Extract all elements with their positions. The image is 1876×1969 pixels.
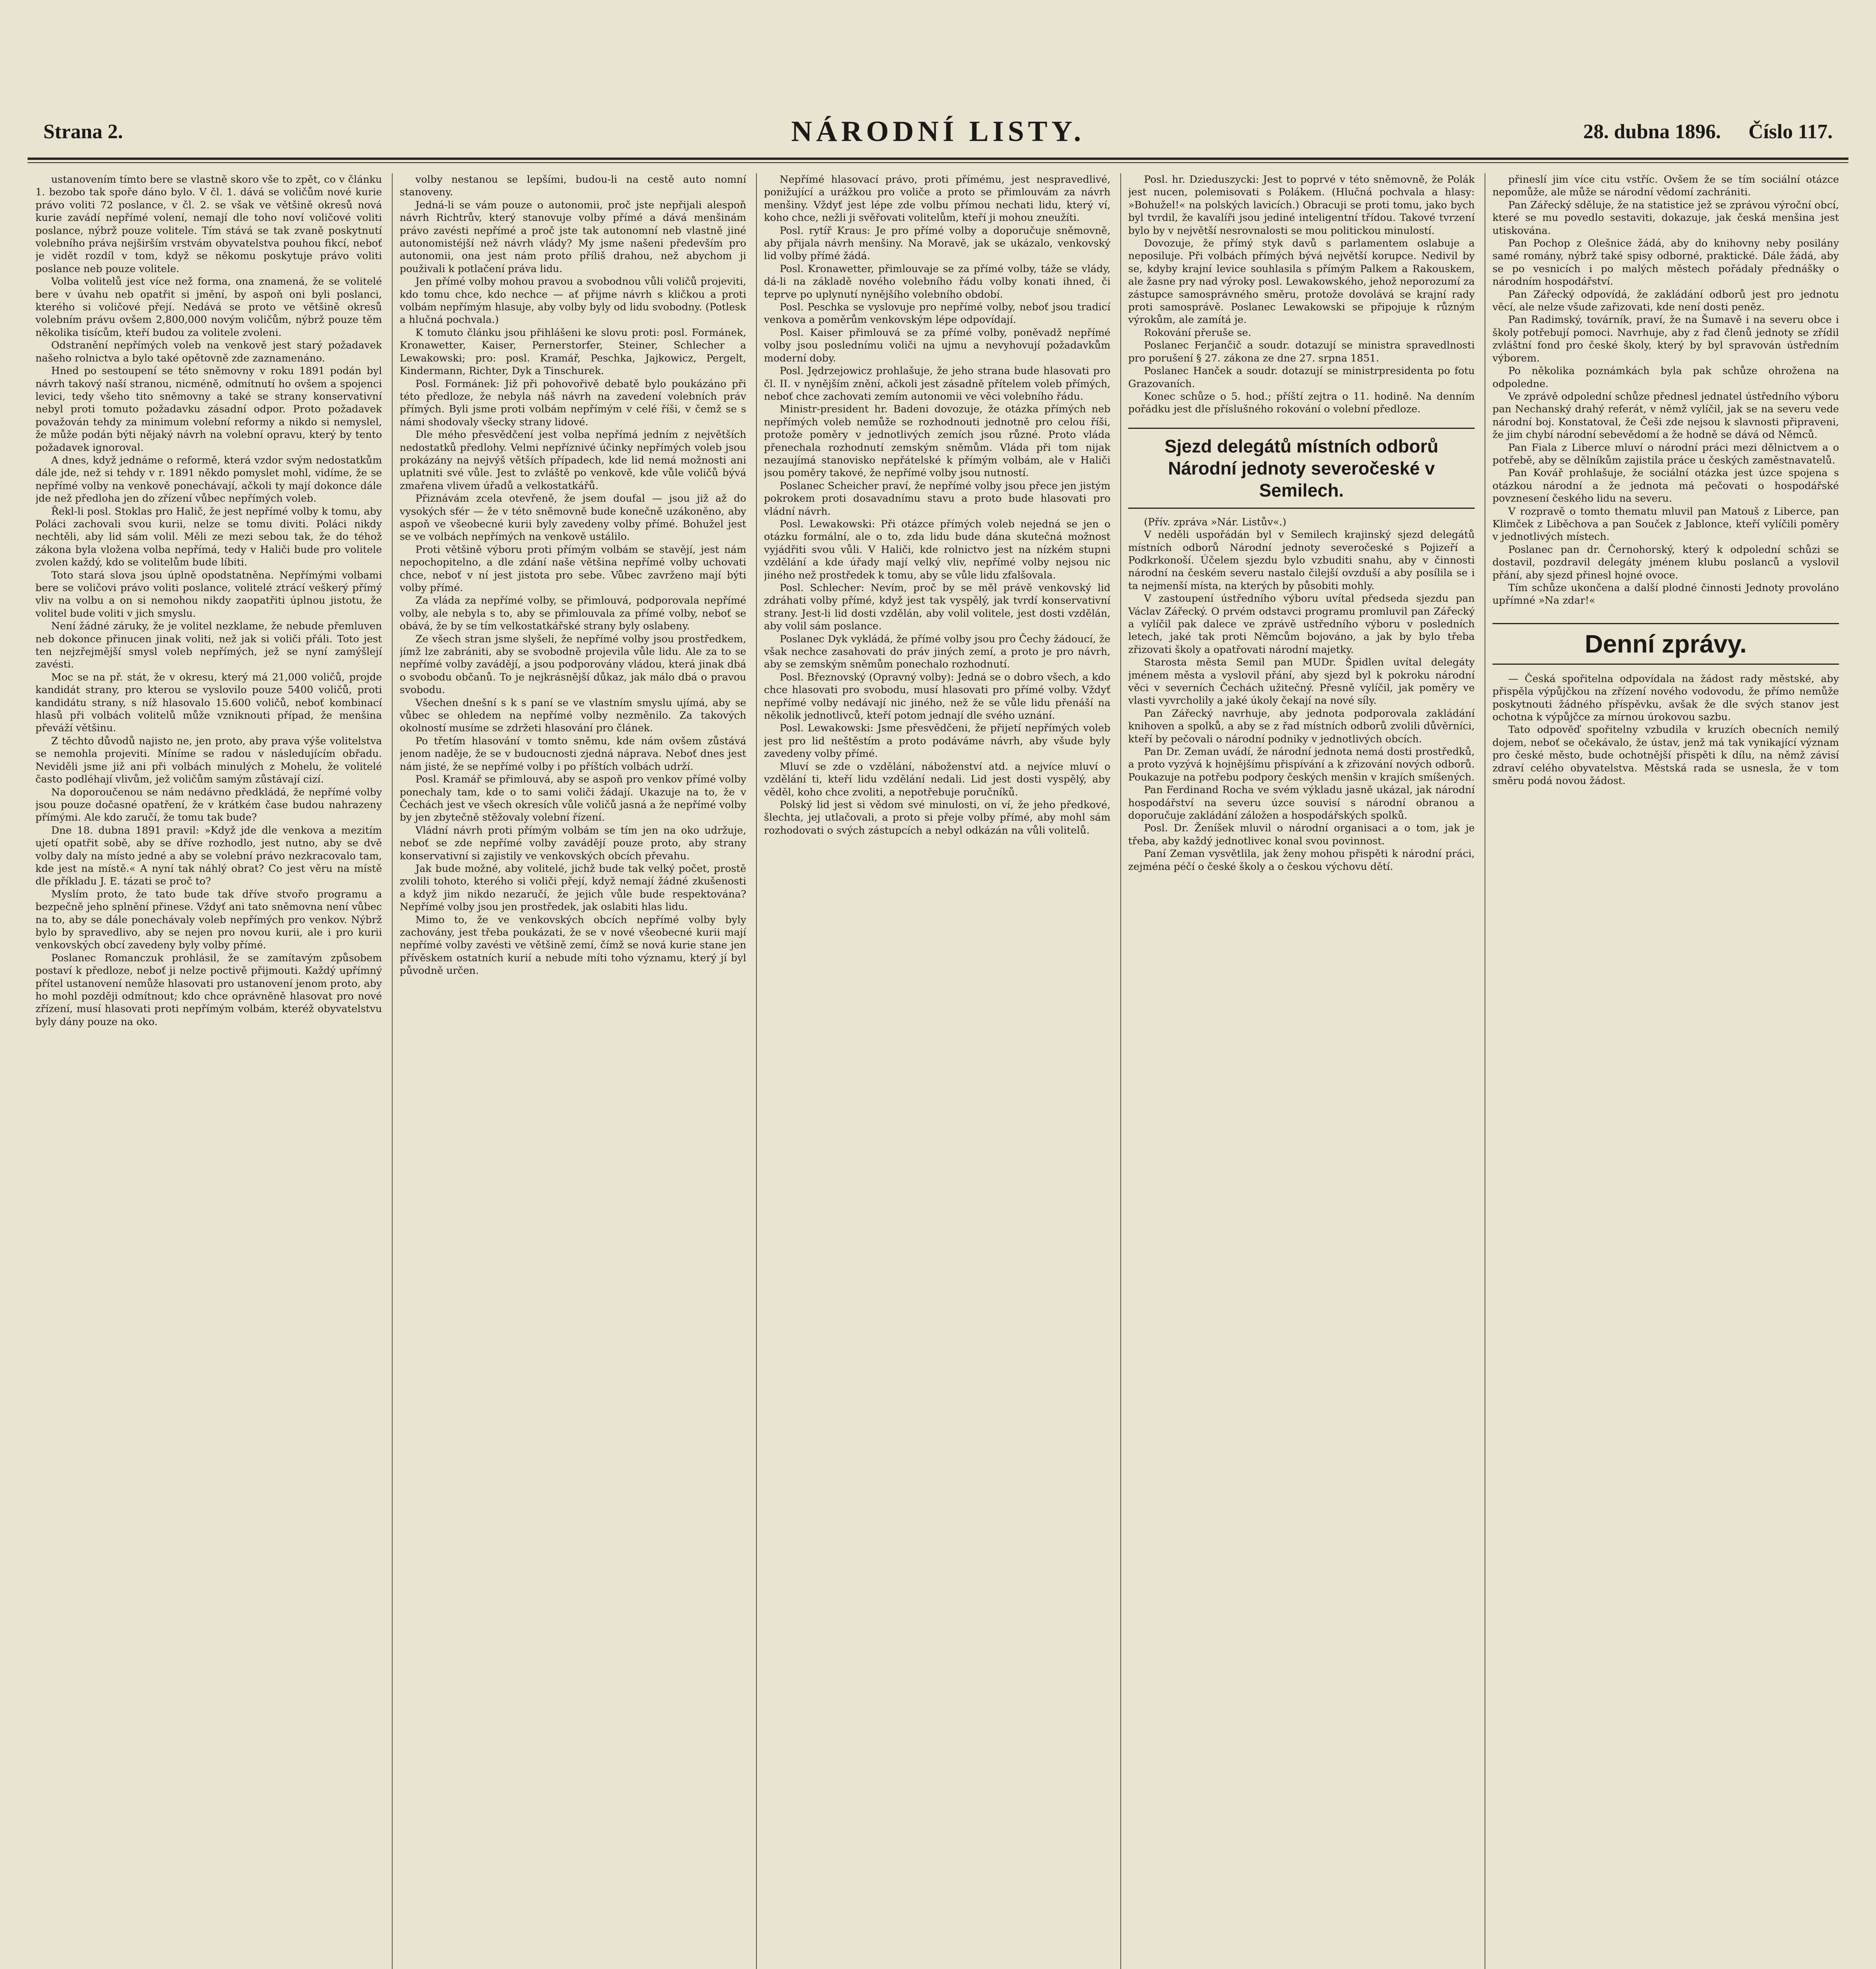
sjezd-heading: Sjezd delegátů místních odborů Národní jednoty severočeské v Semilech.: [1128, 428, 1475, 509]
article-paragraph: Posl. Lewakowski: Jsme přesvědčeni, že přijetí nepřímých voleb jest pro lid neštěstím a proto podáváme návrh, aby všude byly zavedeny volby přímé.: [764, 722, 1110, 760]
article-paragraph: ustanovením tímto bere se vlastně skoro vše to zpět, co v článku 1. bezobo tak spoře dáno bylo. V čl. 1. dává se voličům nové kurie právo voliti 72 poslance, v čl. 2. se však ve většině okresů nová kurie zavádí nepřímé volení, nemají dle toho noví voličové voliti poslance, nýbrž pouze volitele. Tím stává se tak zvaně poskytnutí volebního práva nejširším vrstvám obyvatelstva pouhou fikcí, neboť je vidět rozdíl v tom, když se někomu poskytuje právo voliti poslance neb pouze volitele.: [35, 174, 382, 275]
article-paragraph: Poslanec Romanczuk prohlásil, že se zamítavým způsobem postaví k předloze, neboť ji nelze poctivě přijmouti. Každý upřímný přítel ustanovení nemůže hlasovati pro ustanovení jenom proto, aby ho mohl později odmítnout; kdo chce oprávněně hlasovat pro nové zřízení, musí hlasovati proti nepřímým volbám, kteréž obyvatelstvu byly dány pouze na oko.: [35, 952, 382, 1028]
article-paragraph: Polský lid jest si vědom své minulosti, on ví, že jeho předkové, šlechta, jej utlačovali, a proto si přeje volby přímé, aby mohl sám rozhodovati o svých zástupcích a nebyl odkázán na vůli volitelů.: [764, 799, 1110, 836]
article-paragraph: Po několika poznámkách byla pak schůze ohrožena na odpoledne.: [1492, 365, 1839, 390]
article-paragraph: Posl. Kramář se přimlouvá, aby se aspoň pro venkov přímé volby ponechaly tam, kde o to sami voliči žádají. Ukazuje na to, že v Čechách jest ve všech okresích vůle voličů jasná a že nepřímé volby by jen zbytečně stěžovaly volební řízení.: [400, 773, 746, 824]
article-paragraph: Ze všech stran jsme slyšeli, že nepřímé volby jsou prostředkem, jímž lze zabrániti, aby se svobodně projevila vůle lidu. Ale za to se nepřímé volby zavádějí, a jsou podporovány vládou, která jinak dbá o svobodu občanů. To je nejkrásnější důkaz, jak málo dbá o pravou svobodu.: [400, 633, 746, 696]
issue-date: 28. dubna 1896.: [1583, 121, 1721, 143]
article-paragraph: Rokování přeruše se.: [1144, 326, 1251, 339]
article-paragraph: Pan Zářecký sděluje, že na statistice jež se zprávou výroční obcí, které se mu povedlo sestaviti, dokazuje, jak česká menšina jest utiskována.: [1492, 199, 1839, 237]
article-paragraph: Jedná-li se vám pouze o autonomii, proč jste nepřijali alespoň návrh Richtrův, který stanovuje volby přímé a dává menšinám právo zavésti nepřímé a proč jste tak autonomní neb vlastně jiné autonomistéjší než návrh vlády? My jsme našeni především pro autonomii, ona jest nám proto příliš drahou, než abychom ji použivali k potlačení práva lidu.: [400, 199, 746, 275]
article-paragraph: Na doporoučenou se nám nedávno předkládá, že nepřímé volby jsou pouze dočasné opatření, že v krátkém čase budou nahrazeny přímými. Ale kdo zaručí, že tomu tak bude?: [35, 786, 382, 824]
article-paragraph: Vládní návrh proti přímým volbám se tím jen na oko udržuje, neboť se zde nepřímé volby zavádějí pouze proto, aby strany konservativní si zajistily ve venkovských obcích převahu.: [400, 824, 746, 862]
article-paragraph: Nepřímé hlasovací právo, proti přímému, jest nespravedlivé, ponižující a urážkou pro voliče a proto se přimlouvám za návrh menšiny. Vždyť jest lépe zde volbu přímou nechati lidu, který ví, koho chce, nežli ji svěřovati volitelům, kteří ji mohou zneužíti.: [764, 174, 1110, 224]
article-paragraph: Za vláda za nepřímé volby, se přimlouvá, podporovala nepřímé volby, ale nebyla s to, aby se přimlouvala za přímé volby, neboť se obává, že by se tím velkostatkářské strany byly oslabeny.: [400, 595, 746, 632]
article-paragraph: Poslanec Ferjančič a soudr. dotazují se ministra spravedlnosti pro porušení § 27. zákona ze dne 27. srpna 1851.: [1128, 339, 1475, 364]
article-paragraph: Posl. Kronawetter, přimlouvaje se za přímé volby, táže se vlády, dá-li na základě nového volebního řádu volby konati ihned, či teprve po uplynutí nynějšího volebního období.: [764, 263, 1110, 300]
article-paragraph: Jen přímé volby mohou pravou a svobodnou vůli voličů projeviti, kdo tomu chce, kdo nechce — ať přijme návrh s kličkou a proti volbám nepřímým hlasuje, aby volby byly od lidu svobodny. (Potlesk a hlučná pochvala.): [400, 276, 746, 326]
article-paragraph: Všechen dnešní s k s paní se ve vlastním smyslu ujímá, aby se vůbec se ohledem na nepřímé volby nezměnilo. Za takových okolností musíme se zdržeti hlasování pro článek.: [400, 697, 746, 734]
column-divider: [756, 173, 757, 1969]
article-paragraph: A dnes, když jednáme o reformě, která vzdor svým nedostatkům dále jde, než si tehdy v r. 1891 někdo pomyslet mohl, vidíme, že se nepřímé volby na venkově ponechávají, ačkoli ty mají dokonce dále jde než předloha jen do zřízení vůbec nepřímých voleb.: [35, 454, 382, 505]
article-paragraph: Posl. Formánek: Již při pohovořivě debatě bylo poukázáno při této předloze, že nebyla náš návrh na zavedení volebních práv přímých. Byli jsme proti volbám nepřímým v celé říši, v čemž se s námi shodovaly všecky strany lidové.: [400, 378, 746, 428]
article-paragraph: Pan Dr. Zeman uvádí, že národní jednota nemá dosti prostředků, a proto vyzývá k hojnějšímu přispívání a k zřizování nových odborů. Poukazuje na potřebu podpory českých menšin v krajích smíšených.: [1128, 746, 1475, 783]
header-rule-thin: [28, 162, 1848, 163]
article-paragraph: Posl. Březnovský (Opravný volby): Jedná se o dobro všech, a kdo chce hlasovati pro svobodu, musí hlasovati pro přímé volby. Vždyť nepřímé volby nedávají nic jiného, než že se vůle lidu přenáší na několik jednotlivců, kteří potom jednají dle svého uznání.: [764, 671, 1110, 722]
article-paragraph: V neděli uspořádán byl v Semilech krajinský sjezd delegátů místních odborů Národní jednoty severočeské s Pojizeří a Podkrkonoší. Účelem sjezdu bylo vzbuditi snahu, aby v činnosti národní na českém severu nastalo čilejší ovzduší a aby posílila se i ta nejmenší místa, na kterých by působiti mohly.: [1128, 529, 1475, 592]
article-paragraph: Posl. Dr. Ženíšek mluvil o národní organisaci a o tom, jak je třeba, aby každý jednotlivec konal svou povinnost.: [1128, 822, 1475, 847]
article-paragraph: Pan Kovář prohlašuje, že sociální otázka jest úzce spojena s otázkou národní a že jednota má pečovati o hospodářské povznesení českého lidu na severu.: [1492, 467, 1839, 505]
article-paragraph: volby nestanou se lepšími, budou-li na cestě auto nomní stanoveny.: [400, 174, 746, 198]
article-paragraph: Poslanec Hanček a soudr. dotazují se ministrpresidenta po fotu Grazovaních.: [1128, 365, 1475, 390]
article-paragraph: Posl. rytíř Kraus: Je pro přímé volby a doporučuje sněmovně, aby přijala návrh menšiny. Na Moravě, jak se ukázalo, venkovský lid volby přímé žádá.: [764, 224, 1110, 262]
article-paragraph: Mimo to, že ve venkovských obcích nepřímé volby byly zachovány, jest třeba poukázati, že se v nové všeobecné kurii mají nepřímé volby zavésti ve většině zemí, čímž se nová kurie stane jen přívěskem ostatních kurií a nebude míti toho významu, který jí byl původně určen.: [400, 914, 746, 977]
article-paragraph: Přiznávám zcela otevřeně, že jsem doufal — jsou již až do vysokých sfér — že v této sněmovně bude konečně uzákoněno, aby aspoň ve všeobecné kurii byly zavedeny volby přímé. Bohužel jest se ve volbách nepřímých na venkově ustálilo.: [400, 493, 746, 543]
column-1: [35, 173, 382, 1969]
denni-zpravy-heading: Denní zprávy.: [1492, 623, 1839, 665]
column-divider: [1120, 173, 1121, 1969]
article-paragraph: přineslí jim více citu vstříc. Ovšem že se tím sociální otázce nepomůže, ale může se národní vědomí zachrániti.: [1492, 174, 1839, 198]
article-paragraph: Poslanec pan dr. Černohorský, který k odpolední schůzi se dostavil, pozdravil delegáty jménem klubu poslanců a vyslovil přání, aby sjezd přinesl hojné ovoce.: [1492, 543, 1839, 581]
article-paragraph: Pan Zářecký odpovídá, že zakládání odborů jest pro jednotu věcí, ale nelze všude zařizovati, kde není dosti peněz.: [1492, 288, 1839, 313]
article-paragraph: Pan Zářecký navrhuje, aby jednota podporovala zakládání knihoven a spolků, a aby se z řad místních odborů zvolili důvěrníci, kteří by pečovali o národní podniky v jednotlivých obcích.: [1128, 707, 1475, 745]
page-number: Strana 2.: [43, 121, 123, 143]
article-paragraph: Po třetím hlasování v tomto sněmu, kde nám ovšem zůstává jenom naděje, že se v budoucnosti zjedná náprava. Neboť dnes jest nám jisté, že se nepřímé volby i po příštích volbách udrží.: [400, 735, 746, 773]
article-paragraph: Pan Fiala z Liberce mluví o národní práci mezi dělnictvem a o potřebě, aby se dělníkům zajistila práce u českých zaměstnavatelů.: [1492, 441, 1839, 466]
article-paragraph: Tím schůze ukončena a další plodné činnosti Jednoty provoláno upřímné »Na zdar!«: [1492, 582, 1839, 607]
article-paragraph: Starosta města Semil pan MUDr. Špidlen uvítal delegáty jménem města a vyslovil přání, aby sjezd byl k pokroku národní věci v severních Čechách užitečný. Přesně vylíčil, jak poměry ve vlasti vyvrcholily a jaké úkoly čekají na nové síly.: [1128, 656, 1475, 707]
header-meta: [1583, 120, 1833, 143]
column-divider: [392, 173, 393, 1969]
article-paragraph: Dle mého přesvědčení jest volba nepřímá jedním z největších nedostatků předlohy. Velmi nepříznivé účinky nepřímých voleb jsou prokázány na nejvýš větších případech, kde lid nemá možnosti ani uplatniti své vůle. Jest to zvláště po venkově, kde vůle voličů bývá zmařena vlivem úřadů a velkostatkářů.: [400, 429, 746, 492]
article-paragraph: V zastoupení ústředního výboru uvítal předseda sjezdu pan Václav Zářecký. O prvém odstavci programu promluvil pan Zářecký a vylíčil pak dalece ve zprávě ustředního výboru v posledních letech, jaké tak proti Němcům bojováno, a jak by bylo třeba zřizovati školy a opatřovati národní majetky.: [1128, 593, 1475, 656]
article-paragraph: Posl. Schlecher: Nevím, proč by se měl právě venkovský lid zdráhati volby přímé, když jest tak vyspělý, jak tvrdí konservativní strany. Jest-li lid dosti vzdělán, aby volil volitele, jest dosti vzdělán, aby volil sám poslance.: [764, 582, 1110, 632]
article-paragraph: Pan Radimský, továrník, praví, že na Šumavě i na severu obce i školy potřebují pomoci. Navrhuje, aby z řad členů jednoty se zřídil zvláštní fond pro české školy, který by byl spravován ústředním výborem.: [1492, 314, 1839, 364]
article-paragraph: V rozpravě o tomto thematu mluvil pan Matouš z Liberce, pan Klimček z Liběchova a pan Souček z Jablonce, kteří vylíčili poměry v jednotlivých místech.: [1492, 505, 1839, 543]
article-paragraph: Dovozuje, že přímý styk davů s parlamentem oslabuje a neposiluje. Při volbách přímých bývá největší korupce. Nedivil by se, kdyby krajní levice souhlasila s přímým Palkem a Rakouskem, ale žasne pry nad výroky posl. Lewakowského, jehož neporozumí za zástupce samosprávného směru, protože dovolává se krajní rady proti samosprávě. Poslanec Lewakowski se připojuje k různým výrokům, ale zamítá je.: [1128, 237, 1475, 326]
article-paragraph: Posl. Lewakowski: Při otázce přímých voleb nejedná se jen o otázku formální, ale o to, zda lidu bude dána skutečná možnost vyjádřiti svou vůli. V Haliči, kde rolnictvo jest na nízkém stupni vzdělání a kde úřady mají velký vliv, nepřímé volby nejsou nic jiného než prostředek k tomu, aby se vůle lidu zfalšovala.: [764, 518, 1110, 581]
article-paragraph: Hned po sestoupení se této sněmovny v roku 1891 podán byl návrh takový naší stranou, nicméně, odmítnutí ho ovšem a spojenci levici, tedy všeho tito sněmovny a také se strany konservativní nebyl proti tomuto požadavku zásadní odpor. Proto požadavek považován tehdy za minimum volební reformy a nikdo si nemyslel, že může podán býti nějaký návrh na volební opravu, který by tento požadavek ignoroval.: [35, 365, 382, 454]
column-2: [400, 173, 746, 1969]
column-5: [1492, 173, 1839, 1969]
header-rule: [28, 158, 1848, 160]
article-paragraph: Konec schůze o 5. hod.; příští zejtra o 11. hodině. Na denním pořádku jest dle příslušného rokování o volební předloze.: [1128, 390, 1475, 415]
article-paragraph: Mluví se zde o vzdělání, náboženství atd. a nejvíce mluví o vzdělání ti, kteří lidu vzdělání nedali. Lid jest dosti vyspělý, aby věděl, koho chce zvoliti, a nepotřebuje poručníků.: [764, 760, 1110, 798]
article-paragraph: Není žádné záruky, že je volitel nezklame, že nebude přemluven neb dokonce přinucen jinak voliti, než jak si voliči přáli. Toto jest ten nejzřejmější smysl voleb nepřímých, jež se nyní zamýšlejí zavésti.: [35, 620, 382, 671]
article-paragraph: Posl. hr. Dzieduszycki: Jest to poprvé v této sněmovně, že Polák jest nucen, polemisovati s Polákem. (Hlučná pochvala a hlasy: »Bohužel!« na polských lavicích.) Obracuji se proti tomu, jako bych byl tvrdil, že kavalíři jsou jediné inteligentní třídou. Takové tvrzení bylo by v největší nesrovnalosti se mou politickou minulostí.: [1128, 174, 1475, 237]
article-paragraph: Posl. Peschka se vyslovuje pro nepřímé volby, neboť jsou tradicí venkova a poměrům venkovským lépe odpovídají.: [764, 301, 1110, 326]
article-paragraph: Volba volitelů jest více než forma, ona znamená, že se volitelé bere v úvahu neb opatřit si jmění, by aspoň oni byli poslanci, kterého si voličové přejí. Nedává se proto ve většině okresů volebním právu ovšem 2,800,000 novým voličům, nýbrž pouze těm několika tisícům, kteří budou za volitele zvoleni.: [35, 276, 382, 339]
article-paragraph: Poslanec Scheicher praví, že nepřímé volby jsou přece jen jistým pokrokem proti dosavadnímu stavu a proto bude hlasovati pro vládní návrh.: [764, 480, 1110, 517]
article-paragraph: Ve zprávě odpolední schůze přednesl jednatel ústředního výboru pan Nechanský drahý referát, v němž vylíčil, jak se na severu vede národní boj. Konstatoval, že Češi zde nejsou k slavnosti připraveni, že jim chybí národní sebevědomí a že hodně se dává od Němců.: [1492, 390, 1839, 441]
article-paragraph: Myslím proto, že tato bude tak dříve stvořo programu a bezpečně jeho splnění přinese. Vždyť ani tato sněmovna není vůbec na to, aby se dále ponechávaly voleb nepřímých pro venkov. Nýbrž bylo by spravedlivo, aby se nejen pro novou kurii, ale i pro kurii venkovských obcí zavedeny byly volby přímé.: [35, 888, 382, 951]
article-paragraph: Posl. Jędrzejowicz prohlašuje, že jeho strana bude hlasovati pro čl. II. v nynějším znění, ačkoli jest zásadně přítelem voleb přímých, neboť chce zachovati zemím autonomii ve věci volebního řádu.: [764, 365, 1110, 402]
article-paragraph: Paní Zeman vysvětlila, jak ženy mohou přispěti k národní práci, zejména péčí o české školy a o českou výchovu dětí.: [1128, 848, 1475, 873]
article-paragraph: Pan Pochop z Olešnice žádá, aby do knihovny neby posilány samé romány, nýbrž také spisy odborné, praktické. Dále žádá, aby se po vesnicích i po malých městech pořádaly přednášky o národním hospodářství.: [1492, 237, 1839, 288]
newspaper-title: NÁRODNÍ LISTY.: [791, 115, 1085, 148]
article-paragraph: (Přív. zpráva »Nár. Listův«.): [1144, 516, 1287, 528]
article-paragraph: Posl. Kaiser přimlouvá se za přímé volby, poněvadž nepřímé volby jsou poslednímu voliči na ujmu a nevyhovují požadavkům moderní doby.: [764, 326, 1110, 364]
article-paragraph: Moc se na př. stát, že v okresu, který má 21,000 voličů, projde kandidát strany, pro kterou se vyslovilo pouze 5400 voličů, proti kandidátu strany, s níž hlasovalo 15.600 voličů, neboť kombinací hlasů při volbách volitelů může vzniknouti případ, že menšina převáží většinu.: [35, 671, 382, 734]
article-paragraph: Odstranění nepřímých voleb na venkově jest starý požadavek našeho rolnictva a bylo také opětovně zde zaznamenáno.: [35, 339, 382, 364]
article-paragraph: Z těchto důvodů najisto ne, jen proto, aby prava výše volitelstva se nemohla projeviti. Míníme se radou v následujícím obřadu. Neviděli jsme již ani při volbách minulých z Mohelu, že volitelé často podléhají vlivům, jež voličům samým zůstávají cizí.: [35, 735, 382, 786]
issue-number: Číslo 117.: [1748, 121, 1833, 143]
article-paragraph: — Česká spořitelna odpovídala na žádost rady městské, aby přispěla výpůjčkou na zřízení nového vodovodu, že přímo nemůže poskytnouti žádného příspěvku, avšak že dle svých stanov jest ochotna k výpůjčce za mírnou úrokovou sazbu.: [1492, 673, 1839, 723]
article-paragraph: Řekl-li posl. Stoklas pro Halič, že jest nepřímé volby k tomu, aby Poláci zachovali svou kurii, nelze se tomu diviti. Poláci nikdy nechtěli, aby lid sám volil. Měli ze mezi sebou tak, že do téhož zákona byla vložena volba nepřímá, tedy v Haliči bude pro volitele zvolen každý, kdo se volitelům bude líbiti.: [35, 505, 382, 569]
article-paragraph: K tomuto článku jsou přihlášeni ke slovu proti: posl. Formánek, Kronawetter, Kaiser, Pernerstorfer, Steiner, Schlecher a Lewakowski; pro: posl. Kramář, Peschka, Jajkowicz, Pergelt, Kindermann, Richter, Dyk a Tinschurek.: [400, 326, 746, 377]
newspaper-page: [28, 24, 1848, 1969]
text-columns: [28, 173, 1848, 1969]
article-paragraph: Poslanec Dyk vykládá, že přímé volby jsou pro Čechy žádoucí, že však nechce zasahovati do práv jiných zemí, a proto je pro návrh, aby se zemským sněmům ponechalo rozhodnutí.: [764, 633, 1110, 671]
column-3: [764, 173, 1110, 1969]
article-paragraph: Toto stará slova jsou úplně opodstatněna. Nepřímými volbami bere se voličovi právo voliti poslance, volitelé ztrácí veškerý přímý vliv na volbu a on si nemohou nikdy zaopatřiti úplnou jistotu, že volitel bude voliti v jich smyslu.: [35, 569, 382, 619]
article-paragraph: Jak bude možné, aby volitelé, jichž bude tak velký počet, prostě zvolili tohoto, kterého si voliči přejí, když nemají žádné zkušenosti a když jim nikdo nezaručí, že jejich vůle bude respektována? Nepřímé volby jsou jen prostředek, jak oslabiti hlas lidu.: [400, 862, 746, 913]
article-paragraph: Ministr-president hr. Badeni dovozuje, že otázka přímých neb nepřímých voleb nemůže se rozhodnouti jednotně pro celou říši, protože poměry v jednotlivých zemích jsou různé. Proto vláda přenechala rozhodnutí zemským sněmům. Vláda při tom nijak nezaujímá stanovisko nepřátelské k přímým volbám, ale v Haliči jsou poměry takové, že nepřímé volby jsou nutností.: [764, 403, 1110, 479]
article-paragraph: Pan Ferdinand Rocha ve svém výkladu jasně ukázal, jak národní hospodářství na severu úzce souvisí s národní obranou a doporučuje zakládání záložen a hospodářských spolků.: [1128, 784, 1475, 822]
article-paragraph: Tato odpověď spořitelny vzbudila v kruzích obecních nemilý dojem, neboť se očekávalo, že ústav, jenž má tak vynikající význam pro české město, bude ochotnější přispěti k dílu, na němž závisí zdraví celého obyvatelstva. Městská rada se usnesla, že v tom směru podá novou žádost.: [1492, 724, 1839, 787]
column-4: [1128, 173, 1475, 1969]
article-paragraph: Dne 18. dubna 1891 pravil: »Když jde dle venkova a mezitím ujetí opatřit sobě, aby se dříve rozhodlo, jest nutno, aby se dvě volby daly na místo jedné a aby se volební právo nezkracovalo tam, kde jest na místě.« A nyní tak náhlý obrat? Co jest věru na místě dle příkladu J. E. tázati se proč to?: [35, 824, 382, 888]
masthead: [28, 24, 1848, 148]
article-paragraph: Proti většině výboru proti přímým volbám se stavějí, jest nám nepochopitelno, a dle zdání naše většina nepřímé volby uchovati chce, neboť v ní jest jistota pro sebe. Vůbec zavrženo mají býti volby přímé.: [400, 543, 746, 594]
